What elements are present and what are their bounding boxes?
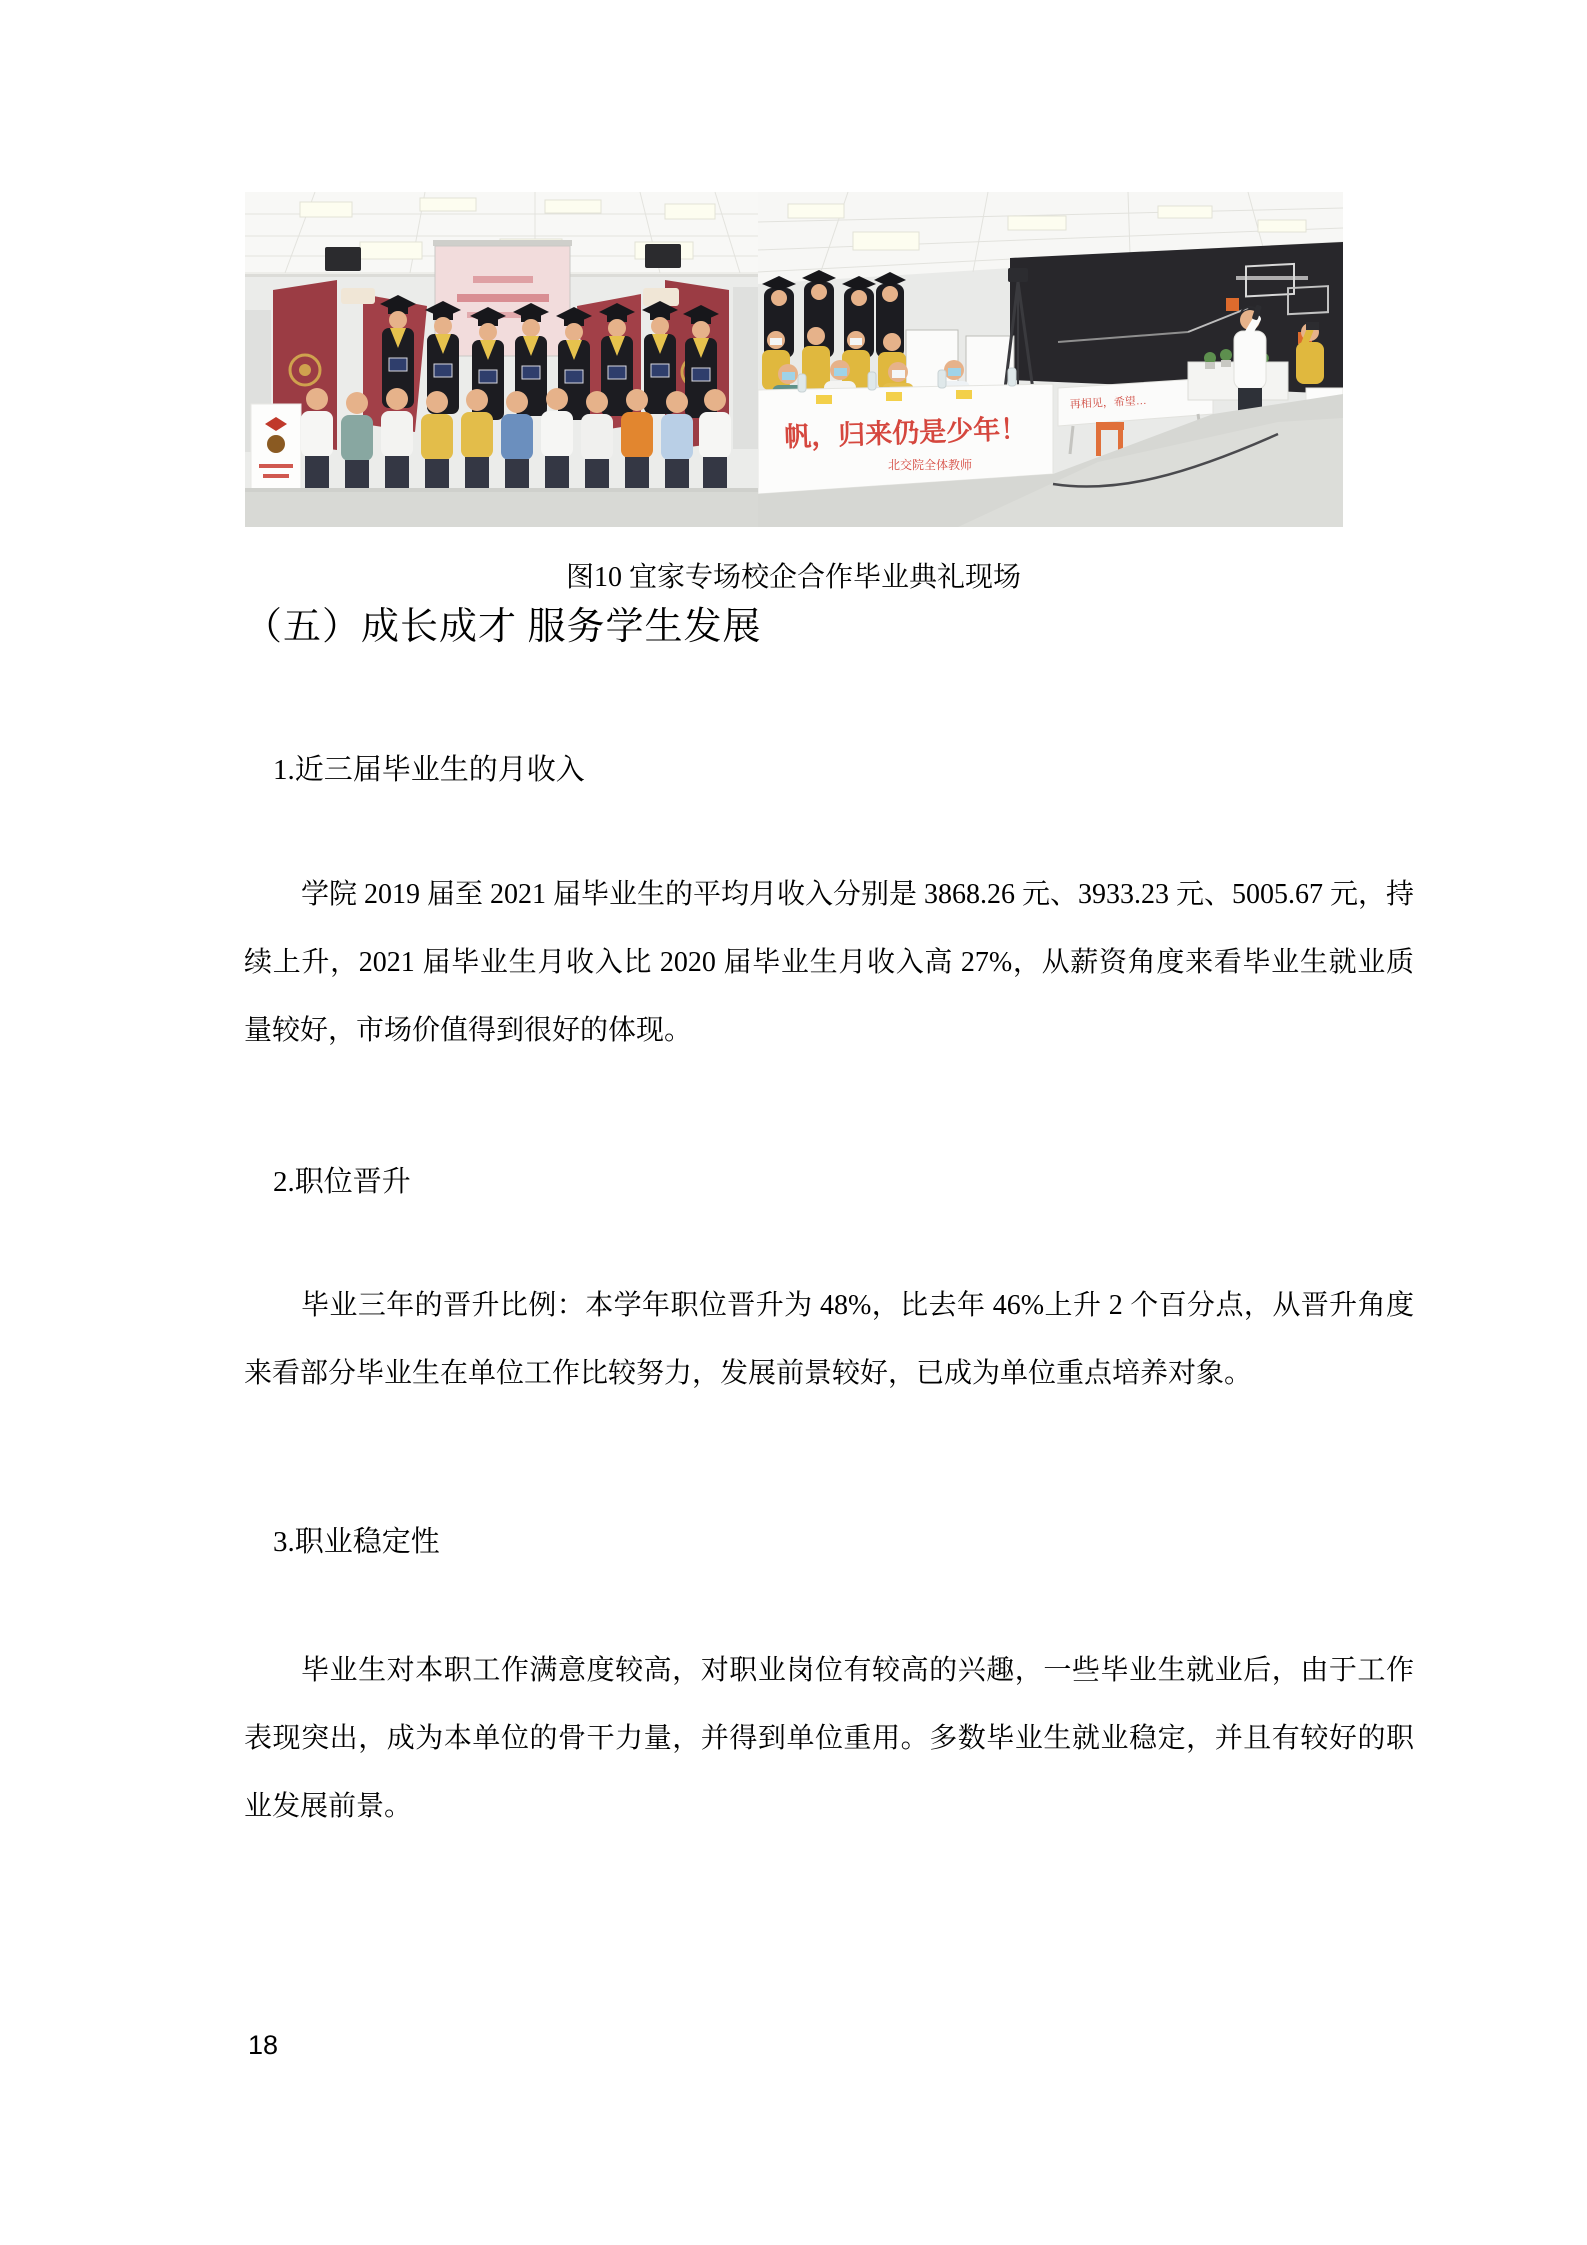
section-heading: （五）成长成才 服务学生发展: [244, 606, 762, 648]
banner-main-text: 帆，归来仍是少年！: [783, 413, 1028, 453]
wall-speaker-left: [325, 247, 361, 271]
subsection-title-promotion: 2.职位晋升: [273, 1166, 411, 1198]
banner-sub-text: 北交院全体教师: [887, 458, 973, 472]
paragraph-promotion: 毕业三年的晋升比例：本学年职位晋升为 48%，比去年 46%上升 2 个百分点，从晋升角度来看部分毕业生在单位工作比较努力，发展前景较好，已成为单位重点培养对象。: [244, 1290, 1414, 1389]
page-number: 18: [248, 2030, 279, 2060]
subsection-title-income: 1.近三届毕业生的月收入: [273, 754, 585, 786]
paragraph-stability: 毕业生对本职工作满意度较高，对职业岗位有较高的兴趣，一些毕业生就业后，由于工作表现突出，成为本单位的骨干力量，并得到单位重用。多数毕业生就业稳定，并且有较好的职业发展前景。: [244, 1655, 1414, 1822]
wall-speaker-right: [645, 244, 681, 268]
head-table-banner: [758, 368, 1053, 494]
floor: [245, 488, 758, 527]
figure-caption: 图10 宜家专场校企合作毕业典礼现场: [565, 562, 1021, 593]
seated-row: [301, 388, 731, 502]
ceremony-scene-photo: [758, 192, 1343, 527]
subsection-title-stability: 3.职业稳定性: [273, 1526, 440, 1558]
paragraph-income: 学院 2019 届至 2021 届毕业生的平均月收入分别是 3868.26 元、3933.23 元、5005.67 元，持续上升，2021 届毕业生月收入比 2020 届毕业生月收入高 27%，从薪资角度来看毕业生就业质量较好，市场价值得到很好的体现。: [244, 879, 1415, 1046]
graduation-group-photo: [245, 192, 758, 527]
figure-photos: [245, 192, 1343, 527]
banner2-text: 再相见，希望…: [1069, 394, 1148, 411]
